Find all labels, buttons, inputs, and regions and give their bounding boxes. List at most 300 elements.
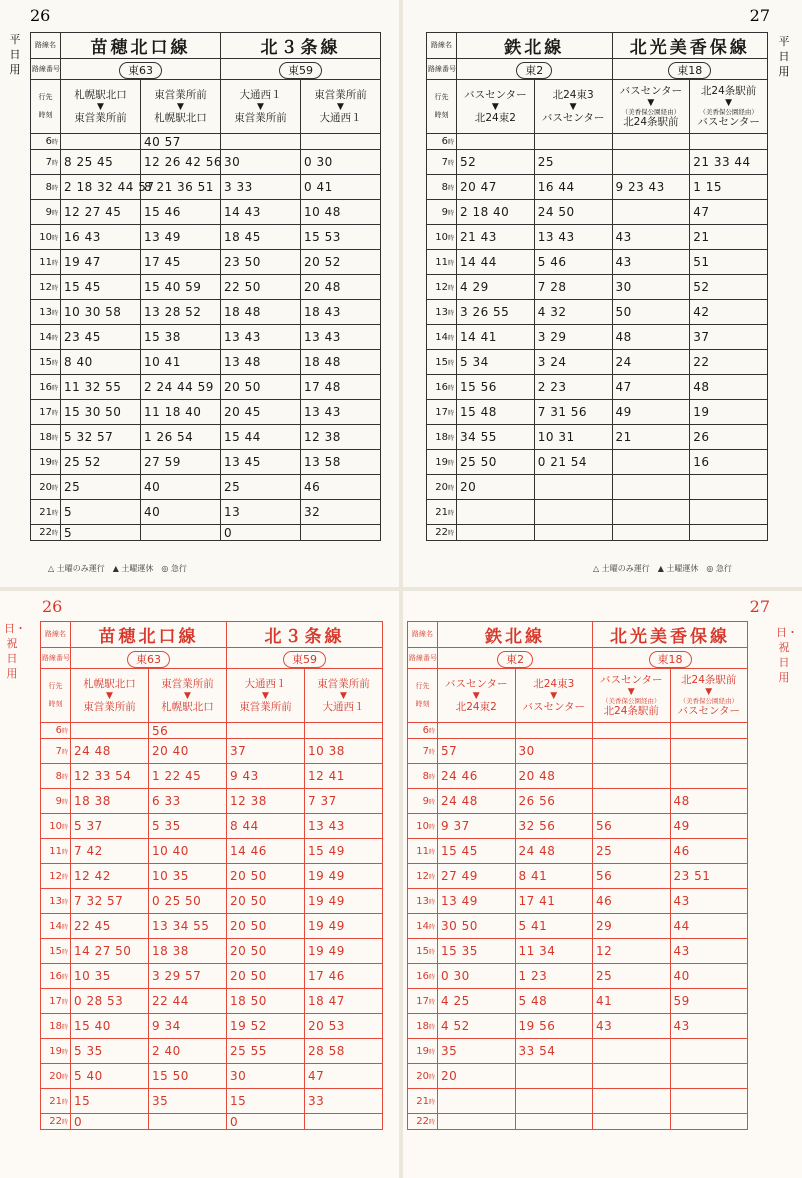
departure-minutes: 25: [224, 480, 241, 494]
minutes-cell: [690, 400, 768, 425]
down-arrow-icon: ▼: [550, 690, 558, 701]
table-row: [41, 964, 383, 989]
departure-minutes: 18 45: [224, 230, 261, 244]
minutes-cell: [670, 814, 748, 839]
departure-minutes: 15 50: [152, 1069, 189, 1083]
direction-to: 大通西１: [322, 700, 365, 713]
table-row: [31, 475, 381, 500]
departure-minutes: 13 48: [224, 355, 261, 369]
hour-value: 6: [441, 136, 448, 147]
minutes-cell: [457, 200, 535, 225]
table-row: [408, 889, 748, 914]
table-row: [31, 175, 381, 200]
departure-minutes: 24 48: [74, 744, 111, 758]
minutes-cell: [305, 764, 383, 789]
hour-value: 13: [49, 895, 62, 907]
route-number: [612, 59, 768, 80]
hour-cell: 10時: [427, 225, 457, 250]
departure-minutes: 22 45: [74, 919, 111, 933]
departure-minutes: 17 41: [518, 894, 556, 908]
minutes-cell: [534, 300, 612, 325]
minutes-cell: [305, 1089, 383, 1114]
hour-value: 22: [49, 1116, 62, 1127]
departure-minutes: 5 32 57: [64, 430, 114, 444]
minutes-cell: [593, 814, 671, 839]
hour-cell: 14時: [408, 914, 438, 939]
table-row: [41, 1114, 383, 1130]
hour-value: 16: [39, 381, 52, 393]
departure-minutes: 25 55: [230, 1044, 267, 1058]
minutes-cell: [670, 839, 748, 864]
minutes-cell: [141, 400, 221, 425]
departure-minutes: 5 35: [152, 819, 181, 833]
hour-value: 6: [55, 725, 62, 736]
departure-minutes: 56: [152, 723, 169, 738]
hour-value: 18: [416, 1020, 429, 1032]
hour-cell: 21時: [41, 1089, 71, 1114]
table-row: [427, 350, 768, 375]
minutes-cell: [141, 200, 221, 225]
direction-2: [515, 669, 593, 723]
departure-minutes: 20 50: [224, 380, 261, 394]
minutes-cell: [612, 500, 690, 525]
hour-cell: 14時: [41, 914, 71, 939]
table-row: [408, 723, 748, 739]
table-row: [408, 989, 748, 1014]
minutes-cell: [221, 250, 301, 275]
minutes-cell: [305, 1039, 383, 1064]
departure-minutes: 0: [74, 1114, 83, 1129]
hour-value: 17: [49, 995, 62, 1007]
departure-minutes: 10 38: [308, 744, 345, 758]
direction-to: バスセンター: [697, 115, 760, 128]
hour-value: 19: [435, 456, 448, 468]
table-row: [408, 1014, 748, 1039]
direction-2: [534, 80, 612, 134]
minutes-cell: [227, 814, 305, 839]
minutes-cell: [612, 134, 690, 150]
departure-minutes: 3 29 57: [152, 969, 202, 983]
departure-minutes: 15 30 50: [64, 405, 122, 419]
minutes-cell: [593, 989, 671, 1014]
departure-minutes: 4 32: [537, 305, 567, 319]
table-row: [408, 939, 748, 964]
hour-value: 18: [49, 1020, 62, 1032]
route-badge: 東59: [283, 651, 326, 668]
table-row: [41, 989, 383, 1014]
minutes-cell: [515, 1089, 593, 1114]
minutes-cell: [71, 764, 149, 789]
departure-minutes: 12 38: [230, 794, 267, 808]
minutes-cell: [305, 989, 383, 1014]
direction-from: 東営業所前: [161, 677, 214, 690]
minutes-cell: [593, 1039, 671, 1064]
hour-cell: 21時: [408, 1089, 438, 1114]
departure-minutes: 5 34: [460, 355, 489, 369]
direction-from: 北24東3: [533, 677, 575, 690]
departure-minutes: 11 34: [518, 944, 556, 958]
minutes-cell: [149, 864, 227, 889]
hour-cell: 12時: [31, 275, 61, 300]
minutes-cell: [515, 1064, 593, 1089]
departure-minutes: 20 53: [308, 1019, 345, 1033]
table-row: [427, 425, 768, 450]
direction-2: [149, 669, 227, 723]
minutes-cell: [71, 889, 149, 914]
minutes-cell: [305, 814, 383, 839]
minutes-cell: [71, 964, 149, 989]
departure-minutes: 5 41: [518, 919, 548, 933]
legend: △ 土曜のみ運行 ▲ 土曜運休 ◎ 急行: [593, 564, 732, 573]
departure-minutes: 13 43: [304, 405, 341, 419]
minutes-cell: [141, 325, 221, 350]
direction-from: バスセンター: [464, 88, 527, 101]
departure-minutes: 5 40: [74, 1069, 103, 1083]
departure-minutes: 24: [615, 355, 632, 369]
minutes-cell: [593, 723, 671, 739]
hour-cell: 22時: [427, 525, 457, 541]
departure-minutes: 14 27 50: [74, 944, 132, 958]
direction-via: （美香保公園経由）: [602, 696, 661, 705]
minutes-cell: [690, 225, 768, 250]
minutes-cell: [690, 150, 768, 175]
departure-minutes: 20 50: [230, 969, 267, 983]
direction-from: 東営業所前: [154, 88, 207, 101]
departure-minutes: 15 53: [304, 230, 341, 244]
minutes-cell: [149, 989, 227, 1014]
minutes-cell: [221, 450, 301, 475]
minutes-cell: [305, 864, 383, 889]
hour-value: 10: [435, 231, 448, 243]
minutes-cell: [61, 300, 141, 325]
down-arrow-icon: ▼: [106, 690, 113, 701]
hour-value: 20: [416, 1070, 429, 1082]
minutes-cell: [301, 250, 381, 275]
departure-minutes: 44: [673, 919, 690, 933]
minutes-cell: [690, 375, 768, 400]
hour-cell: 7時: [427, 150, 457, 175]
minutes-cell: [438, 1064, 516, 1089]
direction-from: バスセンター: [599, 673, 663, 686]
minutes-cell: [534, 525, 612, 541]
minutes-cell: [690, 134, 768, 150]
direction-via: （美香保公園経由）: [699, 107, 758, 116]
direction-4: [670, 669, 748, 723]
down-arrow-icon: ▼: [627, 686, 635, 697]
page-number: 26: [42, 597, 63, 616]
minutes-cell: [305, 723, 383, 739]
minutes-cell: [141, 350, 221, 375]
departure-minutes: 12 26 42 56: [144, 155, 223, 169]
direction-1: [61, 80, 141, 134]
table-row: [427, 225, 768, 250]
hour-cell: 11時: [31, 250, 61, 275]
minutes-cell: [71, 723, 149, 739]
minutes-cell: [305, 839, 383, 864]
minutes-cell: [149, 1089, 227, 1114]
departure-minutes: 5 37: [74, 819, 103, 833]
departure-minutes: 24 48: [518, 844, 556, 858]
down-arrow-icon: ▼: [184, 690, 191, 701]
minutes-cell: [301, 325, 381, 350]
minutes-cell: [141, 425, 221, 450]
hour-value: 16: [435, 381, 448, 393]
minutes-cell: [301, 150, 381, 175]
minutes-cell: [534, 475, 612, 500]
hour-cell: 18時: [31, 425, 61, 450]
page-number: 27: [749, 597, 770, 616]
minutes-cell: [71, 1014, 149, 1039]
table-row: [408, 864, 748, 889]
minutes-cell: [61, 225, 141, 250]
table-row: [31, 150, 381, 175]
minutes-cell: [227, 964, 305, 989]
table-row: [408, 814, 748, 839]
hour-value: 20: [49, 1070, 62, 1082]
line-header-label: [427, 33, 457, 59]
hour-value: 9: [422, 795, 429, 807]
hour-cell: 19時: [427, 450, 457, 475]
departure-minutes: 43: [673, 894, 690, 908]
direction-to: バスセンター: [677, 704, 741, 717]
minutes-cell: [227, 1014, 305, 1039]
table-row: [408, 964, 748, 989]
departure-minutes: 25: [596, 844, 613, 858]
minutes-cell: [221, 134, 301, 150]
minutes-cell: [612, 475, 690, 500]
hour-cell: 8時: [427, 175, 457, 200]
line-name: [221, 33, 381, 59]
hour-cell: 19時: [41, 1039, 71, 1064]
minutes-cell: [670, 889, 748, 914]
minutes-cell: [457, 350, 535, 375]
down-arrow-icon: ▼: [97, 101, 104, 112]
departure-minutes: 10 40: [152, 844, 189, 858]
departure-minutes: 13 43: [224, 330, 261, 344]
hour-value: 7: [422, 745, 429, 757]
minutes-cell: [457, 525, 535, 541]
departure-minutes: 52: [693, 280, 710, 294]
departure-minutes: 14 46: [230, 844, 267, 858]
minutes-cell: [61, 375, 141, 400]
table-row: [31, 350, 381, 375]
direction-3: [221, 80, 301, 134]
departure-minutes: 26 56: [518, 794, 556, 808]
minutes-cell: [301, 500, 381, 525]
table-row: [41, 1014, 383, 1039]
direction-to: 東営業所前: [239, 700, 292, 713]
minutes-cell: [61, 450, 141, 475]
minutes-cell: [221, 150, 301, 175]
departure-minutes: 43: [615, 255, 632, 269]
hour-cell: 17時: [41, 989, 71, 1014]
route-number: [71, 648, 227, 669]
page-weekday-left: [0, 0, 399, 587]
direction-to: 北24東2: [474, 111, 516, 124]
minutes-cell: [612, 275, 690, 300]
route-badge: 東2: [497, 651, 533, 668]
direction-from: 東営業所前: [314, 88, 367, 101]
hour-cell: 12時: [427, 275, 457, 300]
minutes-cell: [141, 275, 221, 300]
minutes-cell: [457, 225, 535, 250]
departure-minutes: 25 50: [460, 455, 497, 469]
departure-minutes: 7 32 57: [74, 894, 124, 908]
minutes-cell: [141, 500, 221, 525]
table-row: [31, 400, 381, 425]
departure-minutes: 30: [518, 744, 535, 758]
day-type-label: 平日用: [9, 33, 21, 76]
line-label: 路線名: [35, 41, 56, 49]
minutes-cell: [534, 350, 612, 375]
minutes-cell: [149, 1014, 227, 1039]
minutes-cell: [593, 1064, 671, 1089]
table-row: [427, 200, 768, 225]
departure-minutes: 25 52: [64, 455, 101, 469]
hour-value: 17: [39, 406, 52, 418]
departure-minutes: 0 30: [304, 155, 333, 169]
minutes-cell: [141, 225, 221, 250]
minutes-cell: [515, 1039, 593, 1064]
departure-minutes: 0: [230, 1114, 239, 1129]
minutes-cell: [141, 475, 221, 500]
hour-cell: 9時: [31, 200, 61, 225]
hour-value: 10: [49, 820, 62, 832]
departure-minutes: 24 50: [537, 205, 575, 219]
departure-minutes: 19 49: [308, 919, 345, 933]
hour-value: 10: [416, 820, 429, 832]
departure-minutes: 0 28 53: [74, 994, 124, 1008]
hour-value: 15: [39, 356, 52, 368]
departure-minutes: 43: [615, 230, 632, 244]
departure-minutes: 37: [693, 330, 710, 344]
departure-minutes: 9 23 43: [615, 180, 665, 194]
minutes-cell: [438, 739, 516, 764]
table-row: [31, 250, 381, 275]
hour-cell: 6時: [408, 723, 438, 739]
hour-cell: 15時: [427, 350, 457, 375]
minutes-cell: [221, 350, 301, 375]
departure-minutes: 13 49: [441, 894, 478, 908]
table-row: [427, 400, 768, 425]
page-number: 26: [30, 6, 51, 25]
timetable: [407, 621, 748, 1130]
minutes-cell: [71, 989, 149, 1014]
minutes-cell: [438, 723, 516, 739]
departure-minutes: 21: [693, 230, 710, 244]
minutes-cell: [61, 200, 141, 225]
minutes-cell: [438, 964, 516, 989]
minutes-cell: [457, 250, 535, 275]
direction-from: 大通西１: [239, 88, 282, 101]
departure-minutes: 1 22 45: [152, 769, 202, 783]
minutes-cell: [71, 1039, 149, 1064]
hour-cell: 21時: [427, 500, 457, 525]
direction-header-label: [31, 80, 61, 134]
direction-3: [227, 669, 305, 723]
minutes-cell: [438, 1039, 516, 1064]
minutes-cell: [305, 914, 383, 939]
departure-minutes: 6 33: [152, 794, 181, 808]
minutes-cell: [301, 475, 381, 500]
line-name: [457, 33, 613, 59]
minutes-cell: [61, 525, 141, 541]
departure-minutes: 14 44: [460, 255, 497, 269]
departure-minutes: 32: [304, 505, 321, 519]
minutes-cell: [71, 839, 149, 864]
hour-cell: 14時: [31, 325, 61, 350]
hour-cell: 9時: [427, 200, 457, 225]
page-holiday-right: [403, 591, 802, 1178]
departure-minutes: 5 48: [518, 994, 548, 1008]
minutes-cell: [690, 475, 768, 500]
minutes-cell: [221, 300, 301, 325]
route-header-label: [41, 648, 71, 669]
minutes-cell: [438, 1014, 516, 1039]
table-row: [31, 300, 381, 325]
minutes-cell: [612, 525, 690, 541]
minutes-cell: [534, 375, 612, 400]
hour-value: 12: [435, 281, 448, 293]
direction-from: 札幌駅北口: [74, 88, 127, 101]
departure-minutes: 20 50: [230, 894, 267, 908]
minutes-cell: [301, 200, 381, 225]
departure-minutes: 14 43: [224, 205, 261, 219]
direction-via: （美香保公園経由）: [679, 696, 738, 705]
direction-to: 北24東2: [455, 700, 497, 713]
departure-minutes: 18 38: [152, 944, 189, 958]
minutes-cell: [593, 789, 671, 814]
table-row: [31, 134, 381, 150]
hour-cell: 6時: [31, 134, 61, 150]
departure-minutes: 8 21 36 51: [144, 180, 214, 194]
departure-minutes: 19 49: [308, 944, 345, 958]
page-holiday-left: [0, 591, 399, 1178]
departure-minutes: 8 40: [64, 355, 93, 369]
minutes-cell: [670, 764, 748, 789]
departure-minutes: 13 28 52: [144, 305, 202, 319]
minutes-cell: [149, 723, 227, 739]
departure-minutes: 12 42: [74, 869, 111, 883]
departure-minutes: 15 35: [441, 944, 478, 958]
minutes-cell: [227, 989, 305, 1014]
departure-minutes: 18 38: [74, 794, 111, 808]
minutes-cell: [593, 764, 671, 789]
minutes-cell: [149, 814, 227, 839]
direction-to: 東営業所前: [83, 700, 136, 713]
line-name-text: 北光美香保線: [610, 627, 730, 647]
hour-cell: 14時: [427, 325, 457, 350]
departure-minutes: 23 50: [224, 255, 261, 269]
departure-minutes: 33 54: [518, 1044, 556, 1058]
hour-value: 11: [39, 256, 52, 268]
departure-minutes: 4 52: [441, 1019, 470, 1033]
departure-minutes: 0 25 50: [152, 894, 202, 908]
minutes-cell: [612, 425, 690, 450]
departure-minutes: 10 35: [74, 969, 111, 983]
departure-minutes: 49: [673, 819, 690, 833]
table-row: [408, 1114, 748, 1130]
line-header-label: [408, 622, 438, 648]
minutes-cell: [61, 400, 141, 425]
down-arrow-icon: ▼: [705, 686, 713, 697]
minutes-cell: [149, 889, 227, 914]
minutes-cell: [71, 864, 149, 889]
minutes-cell: [227, 739, 305, 764]
minutes-cell: [690, 500, 768, 525]
departure-minutes: 21 33 44: [693, 155, 751, 169]
hour-cell: 10時: [41, 814, 71, 839]
